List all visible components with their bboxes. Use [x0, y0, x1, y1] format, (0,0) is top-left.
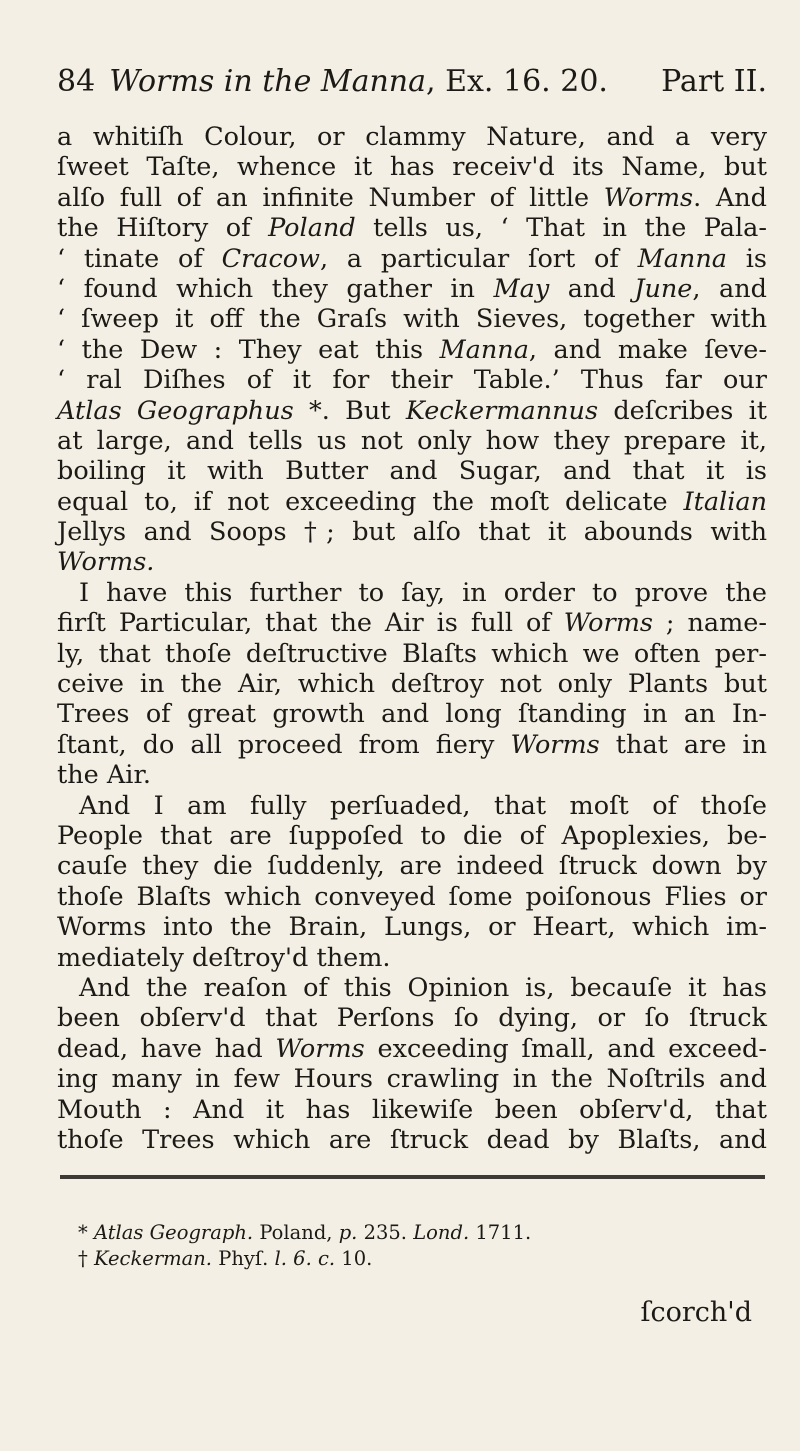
text-line: a whitiſh Colour, or clammy Nature, and a very — [57, 122, 767, 152]
text-line: ‘ ral Diſhes of it for their Table.’ Thus far our — [57, 365, 767, 396]
text-line: Worms into the Brain, Lungs, or Heart, which im- — [57, 912, 767, 943]
text-line: ſweet Taſte, whence it has receiv'd its Name, but — [57, 152, 767, 183]
text-line: ſtant, do all proceed from fiery Worms that are in — [57, 729, 767, 760]
part-label: Part II. — [661, 64, 767, 99]
text-line: People that are ſuppoſed to die of Apoplexies, be- — [57, 820, 767, 851]
catchword: ſcorch'd — [640, 1297, 752, 1328]
paragraph-start: And I am fully perſuaded, that moſt of thoſe — [79, 790, 767, 821]
text-line: Worms. — [57, 547, 155, 578]
section-reference: , Ex. 16. 20. — [426, 64, 608, 99]
paragraph-start: I have this further to ſay, in order to prove the — [79, 577, 767, 608]
text-line: Jellys and Soops †; but alſo that it abounds with — [57, 517, 767, 548]
text-line: firſt Particular, that the Air is full of Worms ; name- — [57, 608, 767, 639]
paragraph-start: And the reaſon of this Opinion is, becauſe it has — [79, 972, 767, 1003]
running-title: Worms in the Manna — [109, 64, 427, 99]
text-line: dead, have had Worms exceeding ſmall, and exceed- — [57, 1033, 767, 1064]
footnotes — [78, 1220, 758, 1272]
text-line: mediately deſtroy'd them. — [57, 942, 391, 973]
footnote: † Keckerman. Phyſ. l. 6. c. 10. — [78, 1247, 373, 1270]
running-header — [57, 64, 767, 99]
text-line: Mouth : And it has likewiſe been obſerv'd, that — [57, 1094, 767, 1125]
text-line: boiling it with Butter and Sugar, and that it is — [57, 456, 767, 487]
text-line: cauſe they die ſuddenly, are indeed ſtruck down by — [57, 851, 767, 882]
footnote: * Atlas Geograph. Poland, p. 235. Lond. 1711. — [78, 1221, 532, 1244]
text-line: thoſe Trees which are ſtruck dead by Blaſts, and — [57, 1124, 767, 1155]
text-line: Trees of great growth and long ſtanding in an In- — [57, 699, 767, 730]
text-line: the Hiſtory of Poland tells us, ‘ That in the Pala- — [57, 213, 767, 244]
text-line: ‘ found which they gather in May and June, and — [57, 273, 767, 304]
text-line: ‘ tinate of Cracow, a particular ſort of Manna is — [57, 243, 767, 274]
text-line: ceive in the Air, which deſtroy not only Plants but — [57, 669, 767, 700]
text-line: ‘ the Dew : They eat this Manna, and make ſeve- — [57, 334, 767, 365]
page-number: 84 — [57, 64, 96, 99]
text-line: thoſe Blaſts which conveyed ſome poiſonous Flies or — [57, 881, 767, 912]
text-line: ly, that thoſe deſtructive Blaſts which we often per- — [57, 638, 767, 669]
text-line: ‘ ſweep it off the Graſs with Sieves, together with — [57, 304, 767, 335]
body-text — [57, 122, 767, 1155]
text-line: equal to, if not exceeding the moſt delicate Italian — [57, 486, 767, 517]
text-line: Atlas Geographus *. But Keckermannus deſcribes it — [57, 395, 767, 426]
text-line: been obſerv'd that Perſons ſo dying, or ſo ſtruck — [57, 1003, 767, 1034]
footnote-rule — [60, 1175, 765, 1179]
text-line: at large, and tells us not only how they prepare it, — [57, 425, 767, 456]
text-line: the Air. — [57, 760, 151, 791]
text-line: ing many in few Hours crawling in the Noſtrils and — [57, 1064, 767, 1095]
text-line: alſo full of an infinite Number of little Worms. And — [57, 182, 768, 213]
